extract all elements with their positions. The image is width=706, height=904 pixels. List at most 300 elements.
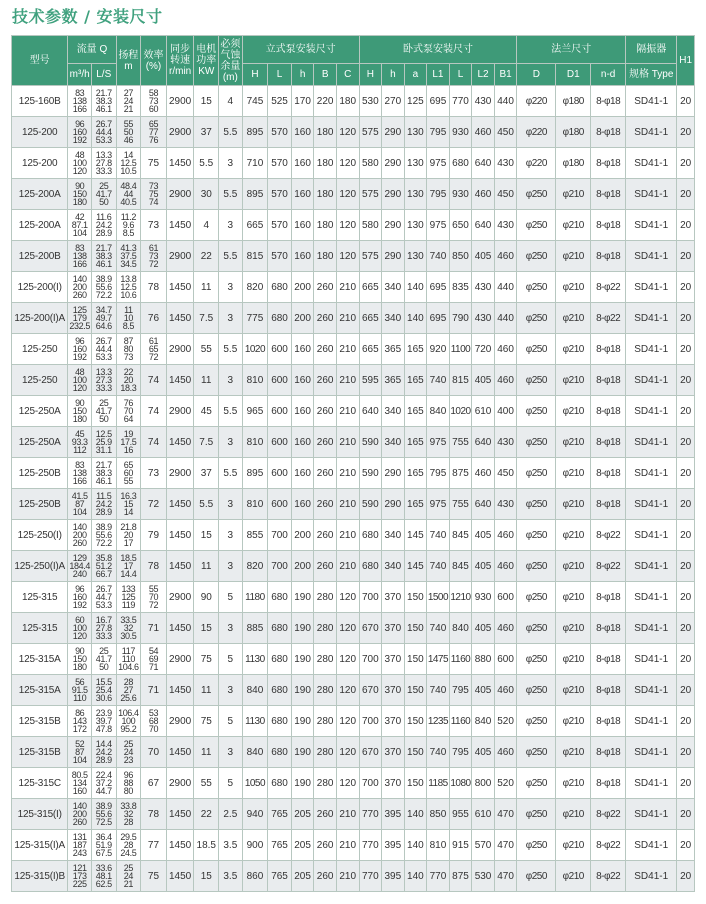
power-cell: 75: [194, 644, 219, 675]
isolator-cell: SD41-1: [626, 551, 677, 582]
flow-m3h-cell: [68, 396, 92, 427]
h1-cell: 20: [677, 799, 695, 830]
head-cell-value: 70: [123, 406, 133, 416]
flange-cell: φ180: [556, 148, 591, 179]
efficiency-cell: 73: [141, 210, 167, 241]
vertical-dim-cell: 680: [268, 644, 292, 675]
head-cell-value: 60: [123, 468, 133, 478]
flow-m3h-cell-value: 260: [72, 817, 87, 827]
flow-m3h-cell-value: 166: [72, 259, 87, 269]
flow-m3h-cell: [68, 179, 92, 210]
isolator-cell: SD41-1: [626, 644, 677, 675]
vertical-dim-cell: 190: [291, 737, 314, 768]
flow-ls-cell-value: 66.7: [95, 569, 112, 579]
col-npsh: 必须 气蚀 余量 (m): [219, 36, 243, 86]
horizontal-dim-cell: 405: [472, 520, 495, 551]
head-cell-value: 110: [121, 654, 135, 664]
head-cell-value: 34.5: [120, 259, 137, 269]
flow-ls-cell-value: 15.5: [95, 677, 112, 687]
efficiency-cell: 74: [141, 427, 167, 458]
horizontal-dim-cell: 740: [427, 241, 450, 272]
flange-cell: 8-φ22: [591, 830, 626, 861]
flow-m3h-cell-value: 180: [72, 197, 87, 207]
flow-m3h-cell-value: 160: [72, 344, 87, 354]
head-cell-value: 33.8: [120, 801, 137, 811]
vertical-dim-cell: 190: [291, 613, 314, 644]
flange-cell: φ210: [556, 210, 591, 241]
power-cell: 4: [194, 210, 219, 241]
head-cell: [116, 706, 141, 737]
col-model: 型号: [12, 36, 68, 86]
flow-ls-cell: [91, 396, 116, 427]
flow-m3h-cell-value: 83: [75, 460, 85, 470]
head-cell-value: 50: [123, 127, 133, 137]
head-cell: [116, 241, 141, 272]
head-cell-value: 8.5: [122, 321, 135, 331]
head-cell-value: 24.5: [120, 848, 137, 858]
vertical-dim-cell: 765: [268, 799, 292, 830]
head-cell-value: 44: [123, 189, 133, 199]
head-cell: [116, 396, 141, 427]
flow-ls-cell-value: 21.7: [95, 460, 112, 470]
flow-ls-cell-value: 28.9: [95, 228, 112, 238]
col-horizontal-l1: L1: [427, 64, 450, 86]
head-cell-value: 24: [123, 747, 133, 757]
table-row: [12, 861, 695, 892]
flow-ls-cell-value: 27.8: [95, 158, 112, 168]
efficiency-cell: 67: [141, 768, 167, 799]
flange-cell: φ250: [517, 241, 556, 272]
horizontal-dim-cell: 150: [404, 582, 427, 613]
flow-ls-cell: [91, 644, 116, 675]
vertical-dim-cell: 160: [291, 427, 314, 458]
head-cell-value: 11: [124, 305, 133, 315]
head-cell-value: 88: [123, 778, 133, 788]
vertical-dim-cell: 210: [336, 861, 359, 892]
horizontal-dim-cell: 770: [427, 861, 450, 892]
head-cell-value: 76: [123, 398, 133, 408]
vertical-dim-cell: 160: [291, 334, 314, 365]
horizontal-dim-cell: 290: [382, 148, 405, 179]
vertical-dim-cell: 885: [242, 613, 268, 644]
head-cell-value: 18.3: [120, 383, 137, 393]
model-cell: 125-200: [12, 117, 68, 148]
vertical-dim-cell: 210: [336, 303, 359, 334]
vertical-dim-cell: 260: [314, 303, 337, 334]
flange-cell: φ250: [517, 737, 556, 768]
vertical-dim-cell: 260: [314, 334, 337, 365]
flange-cell: φ210: [556, 830, 591, 861]
flow-m3h-cell-value: 180: [72, 662, 87, 672]
vertical-dim-cell: 700: [268, 520, 292, 551]
power-cell: 7.5: [194, 427, 219, 458]
flange-cell: 8-φ18: [591, 334, 626, 365]
flow-ls-cell-value: 35.8: [95, 553, 112, 563]
efficiency-cell-value: 54: [148, 646, 159, 656]
vertical-dim-cell: 680: [268, 768, 292, 799]
speed-cell: 1450: [166, 861, 194, 892]
horizontal-dim-cell: 575: [359, 117, 382, 148]
flow-m3h-cell-value: 160: [72, 127, 87, 137]
power-cell: 75: [194, 706, 219, 737]
flow-ls-cell-value: 62.5: [95, 879, 112, 889]
flange-cell: φ220: [517, 117, 556, 148]
horizontal-dim-cell: 405: [472, 737, 495, 768]
horizontal-dim-cell: 150: [404, 768, 427, 799]
head-cell-value: 32: [123, 809, 133, 819]
efficiency-cell: 77: [141, 830, 167, 861]
flow-ls-cell-value: 31.1: [95, 445, 112, 455]
col-horizontal-group: 卧式泵安装尺寸: [359, 36, 517, 64]
efficiency-cell-value: 70: [148, 724, 159, 734]
flow-m3h-cell-value: 160: [72, 592, 87, 602]
vertical-dim-cell: 190: [291, 706, 314, 737]
head-cell-value: 11.2: [120, 212, 136, 222]
npsh-cell: 3: [219, 148, 243, 179]
speed-cell: 2900: [166, 706, 194, 737]
h1-cell: 20: [677, 210, 695, 241]
flow-m3h-cell-value: 260: [72, 290, 87, 300]
horizontal-dim-cell: 770: [359, 861, 382, 892]
horizontal-dim-cell: 930: [449, 179, 472, 210]
flange-cell: 8-φ18: [591, 396, 626, 427]
speed-cell: 2900: [166, 768, 194, 799]
vertical-dim-cell: 120: [336, 706, 359, 737]
flange-cell: φ250: [517, 489, 556, 520]
head-cell-value: 87: [123, 336, 133, 346]
efficiency-cell: 72: [141, 489, 167, 520]
npsh-cell: 5.5: [219, 117, 243, 148]
flange-cell: φ250: [517, 861, 556, 892]
npsh-cell: 3: [219, 675, 243, 706]
isolator-cell: SD41-1: [626, 427, 677, 458]
flow-m3h-cell: [68, 86, 92, 117]
isolator-cell: SD41-1: [626, 861, 677, 892]
vertical-dim-cell: 180: [314, 179, 337, 210]
horizontal-dim-cell: 580: [359, 210, 382, 241]
vertical-dim-cell: 700: [268, 551, 292, 582]
head-cell: [116, 179, 141, 210]
flow-m3h-cell-value: 150: [72, 189, 87, 199]
col-flow-m3h: m³/h: [68, 64, 92, 86]
horizontal-dim-cell: 370: [382, 644, 405, 675]
flow-m3h-cell-value: 150: [72, 654, 87, 664]
horizontal-dim-cell: 130: [404, 241, 427, 272]
head-cell-value: 48.4: [120, 181, 137, 191]
horizontal-dim-cell: 720: [472, 334, 495, 365]
efficiency-cell-value: 58: [148, 88, 159, 98]
vertical-dim-cell: 190: [291, 644, 314, 675]
efficiency-cell-value: 76: [148, 135, 159, 145]
flow-m3h-cell-value: 83: [75, 243, 85, 253]
flange-cell: 8-φ18: [591, 706, 626, 737]
table-row: [12, 272, 695, 303]
head-cell-value: 22: [123, 367, 133, 377]
horizontal-dim-cell: 460: [494, 675, 517, 706]
vertical-dim-cell: 260: [314, 427, 337, 458]
flow-ls-cell-value: 38.9: [95, 801, 112, 811]
flow-m3h-cell-value: 80.5: [71, 770, 88, 780]
vertical-dim-cell: 180: [336, 86, 359, 117]
horizontal-dim-cell: 610: [472, 396, 495, 427]
horizontal-dim-cell: 875: [449, 458, 472, 489]
vertical-dim-cell: 210: [336, 799, 359, 830]
vertical-dim-cell: 280: [314, 675, 337, 706]
head-cell-value: 18.5: [120, 553, 137, 563]
flow-ls-cell-value: 67.5: [95, 848, 112, 858]
horizontal-dim-cell: 975: [427, 148, 450, 179]
horizontal-dim-cell: 590: [359, 427, 382, 458]
head-cell-value: 23: [123, 755, 133, 765]
flange-cell: φ210: [556, 272, 591, 303]
power-cell: 11: [194, 551, 219, 582]
flow-m3h-cell-value: 104: [72, 507, 87, 517]
flange-cell: φ250: [517, 644, 556, 675]
flow-m3h-cell-value: 140: [72, 274, 87, 284]
col-horizontal-b1: B1: [494, 64, 517, 86]
horizontal-dim-cell: 165: [404, 427, 427, 458]
flow-ls-cell-value: 27.8: [95, 623, 112, 633]
table-row: [12, 334, 695, 365]
flow-ls-cell-value: 26.7: [95, 119, 112, 129]
horizontal-dim-cell: 770: [449, 86, 472, 117]
horizontal-dim-cell: 840: [427, 396, 450, 427]
flow-ls-cell-value: 50: [99, 662, 109, 672]
flow-m3h-cell: [68, 861, 92, 892]
vertical-dim-cell: 820: [242, 272, 268, 303]
vertical-dim-cell: 210: [336, 489, 359, 520]
head-cell-value: 28: [123, 677, 133, 687]
head-cell: [116, 334, 141, 365]
flow-ls-cell-value: 51.9: [95, 840, 112, 850]
col-horizontal-a: a: [404, 64, 427, 86]
vertical-dim-cell: 895: [242, 117, 268, 148]
horizontal-dim-cell: 460: [494, 334, 517, 365]
head-cell-value: 15: [123, 499, 133, 509]
efficiency-cell: [141, 334, 167, 365]
flow-ls-cell: [91, 179, 116, 210]
flange-cell: φ210: [556, 241, 591, 272]
efficiency-cell: [141, 117, 167, 148]
head-cell-value: 80: [123, 344, 133, 354]
table-row: [12, 117, 695, 148]
vertical-dim-cell: 160: [291, 117, 314, 148]
vertical-dim-cell: 210: [336, 396, 359, 427]
col-flow: 流量 Q: [68, 36, 116, 64]
col-flange-group: 法兰尺寸: [517, 36, 626, 64]
col-efficiency: 效率 (%): [141, 36, 167, 86]
flow-m3h-cell: [68, 706, 92, 737]
horizontal-dim-cell: 695: [427, 303, 450, 334]
power-cell: 15: [194, 613, 219, 644]
horizontal-dim-cell: 580: [359, 148, 382, 179]
flow-m3h-cell-value: 60: [75, 615, 85, 625]
horizontal-dim-cell: 770: [359, 799, 382, 830]
flow-ls-cell-value: 38.9: [95, 274, 112, 284]
flow-ls-cell-value: 41.7: [95, 406, 112, 416]
model-cell: 125-250: [12, 334, 68, 365]
model-cell: 125-250B: [12, 489, 68, 520]
col-vertical-l: L: [268, 64, 292, 86]
horizontal-dim-cell: 840: [449, 613, 472, 644]
vertical-dim-cell: 280: [314, 613, 337, 644]
horizontal-dim-cell: 395: [382, 799, 405, 830]
flow-m3h-cell-value: 96: [75, 119, 85, 129]
flange-cell: φ250: [517, 334, 556, 365]
flow-ls-cell-value: 47.8: [95, 724, 112, 734]
flow-m3h-cell: [68, 117, 92, 148]
col-flange-n-d: n-d: [591, 64, 626, 86]
horizontal-dim-cell: 460: [494, 520, 517, 551]
flow-ls-cell-value: 21.7: [95, 243, 112, 253]
vertical-dim-cell: 160: [291, 241, 314, 272]
horizontal-dim-cell: 165: [404, 458, 427, 489]
horizontal-dim-cell: 125: [404, 86, 427, 117]
horizontal-dim-cell: 640: [472, 489, 495, 520]
horizontal-dim-cell: 840: [472, 706, 495, 737]
head-cell-value: 64: [123, 414, 133, 424]
flange-cell: φ250: [517, 582, 556, 613]
flow-m3h-cell-value: 104: [72, 755, 87, 765]
speed-cell: 2900: [166, 241, 194, 272]
vertical-dim-cell: 810: [242, 489, 268, 520]
flange-cell: φ210: [556, 458, 591, 489]
flow-m3h-cell: [68, 520, 92, 551]
col-vertical-c: C: [336, 64, 359, 86]
horizontal-dim-cell: 680: [449, 148, 472, 179]
power-cell: 37: [194, 117, 219, 148]
h1-cell: 20: [677, 582, 695, 613]
flange-cell: 8-φ18: [591, 427, 626, 458]
speed-cell: 1450: [166, 303, 194, 334]
flow-ls-cell: [91, 272, 116, 303]
horizontal-dim-cell: 1080: [449, 768, 472, 799]
vertical-dim-cell: 210: [336, 427, 359, 458]
speed-cell: 2900: [166, 458, 194, 489]
h1-cell: 20: [677, 861, 695, 892]
flow-ls-cell: [91, 117, 116, 148]
head-cell-value: 21: [123, 104, 133, 114]
horizontal-dim-cell: 150: [404, 675, 427, 706]
head-cell-value: 25: [123, 863, 133, 873]
isolator-cell: SD41-1: [626, 148, 677, 179]
vertical-dim-cell: 160: [291, 179, 314, 210]
horizontal-dim-cell: 340: [382, 272, 405, 303]
vertical-dim-cell: 895: [242, 179, 268, 210]
isolator-cell: SD41-1: [626, 210, 677, 241]
vertical-dim-cell: 160: [291, 396, 314, 427]
head-cell-value: 40.5: [120, 197, 137, 207]
vertical-dim-cell: 200: [291, 303, 314, 334]
flange-cell: φ210: [556, 768, 591, 799]
head-cell: [116, 799, 141, 830]
vertical-dim-cell: 815: [242, 241, 268, 272]
horizontal-dim-cell: 810: [427, 830, 450, 861]
horizontal-dim-cell: 700: [359, 768, 382, 799]
horizontal-dim-cell: 290: [382, 210, 405, 241]
flow-ls-cell-value: 22.4: [95, 770, 112, 780]
flow-ls-cell-value: 11.5: [96, 491, 112, 501]
vertical-dim-cell: 745: [242, 86, 268, 117]
head-cell: [116, 737, 141, 768]
vertical-dim-cell: 1130: [242, 706, 268, 737]
h1-cell: 20: [677, 706, 695, 737]
flow-m3h-cell-value: 200: [72, 530, 87, 540]
horizontal-dim-cell: 640: [472, 427, 495, 458]
efficiency-cell-value: 65: [148, 344, 159, 354]
col-vertical-group: 立式泵安装尺寸: [242, 36, 359, 64]
head-cell: [116, 675, 141, 706]
flow-ls-cell-value: 24.2: [95, 220, 112, 230]
efficiency-cell: 75: [141, 148, 167, 179]
flow-m3h-cell-value: 87.1: [71, 220, 88, 230]
efficiency-cell-value: 61: [148, 243, 159, 253]
flow-m3h-cell-value: 121: [72, 863, 87, 873]
table-row: [12, 768, 695, 799]
flange-cell: φ250: [517, 613, 556, 644]
head-cell-value: 104.6: [118, 662, 139, 672]
vertical-dim-cell: 280: [314, 644, 337, 675]
horizontal-dim-cell: 610: [472, 799, 495, 830]
flange-cell: φ220: [517, 148, 556, 179]
isolator-cell: SD41-1: [626, 458, 677, 489]
isolator-cell: SD41-1: [626, 799, 677, 830]
flange-cell: φ210: [556, 520, 591, 551]
head-cell-value: 25: [123, 739, 133, 749]
table-row: [12, 706, 695, 737]
h1-cell: 20: [677, 241, 695, 272]
flow-ls-cell-value: 13.3: [95, 150, 112, 160]
speed-cell: 1450: [166, 365, 194, 396]
flow-ls-cell-value: 44.4: [95, 127, 112, 137]
flow-ls-cell-value: 33.3: [95, 631, 112, 641]
vertical-dim-cell: 680: [268, 706, 292, 737]
flange-cell: φ250: [517, 210, 556, 241]
head-cell: [116, 861, 141, 892]
flow-m3h-cell-value: 150: [72, 406, 87, 416]
efficiency-cell: [141, 582, 167, 613]
horizontal-dim-cell: 430: [494, 427, 517, 458]
model-cell: 125-250(I): [12, 520, 68, 551]
vertical-dim-cell: 680: [268, 582, 292, 613]
h1-cell: 20: [677, 272, 695, 303]
flow-m3h-cell-value: 180: [72, 414, 87, 424]
flow-ls-cell: [91, 737, 116, 768]
horizontal-dim-cell: 150: [404, 706, 427, 737]
h1-cell: 20: [677, 830, 695, 861]
vertical-dim-cell: 280: [314, 737, 337, 768]
efficiency-cell: 74: [141, 396, 167, 427]
col-power: 电机 功率 KW: [194, 36, 219, 86]
flow-ls-cell-value: 38.3: [95, 251, 112, 261]
head-cell: [116, 458, 141, 489]
flange-cell: φ210: [556, 644, 591, 675]
horizontal-dim-cell: 440: [494, 86, 517, 117]
vertical-dim-cell: 570: [268, 210, 292, 241]
flow-m3h-cell: [68, 768, 92, 799]
head-cell: [116, 365, 141, 396]
power-cell: 45: [194, 396, 219, 427]
horizontal-dim-cell: 755: [449, 427, 472, 458]
model-cell: 125-200(I): [12, 272, 68, 303]
horizontal-dim-cell: 290: [382, 458, 405, 489]
npsh-cell: 3: [219, 303, 243, 334]
table-row: [12, 551, 695, 582]
flow-m3h-cell-value: 56: [75, 677, 85, 687]
vertical-dim-cell: 260: [314, 520, 337, 551]
flow-m3h-cell-value: 192: [72, 600, 87, 610]
flow-ls-cell: [91, 582, 116, 613]
